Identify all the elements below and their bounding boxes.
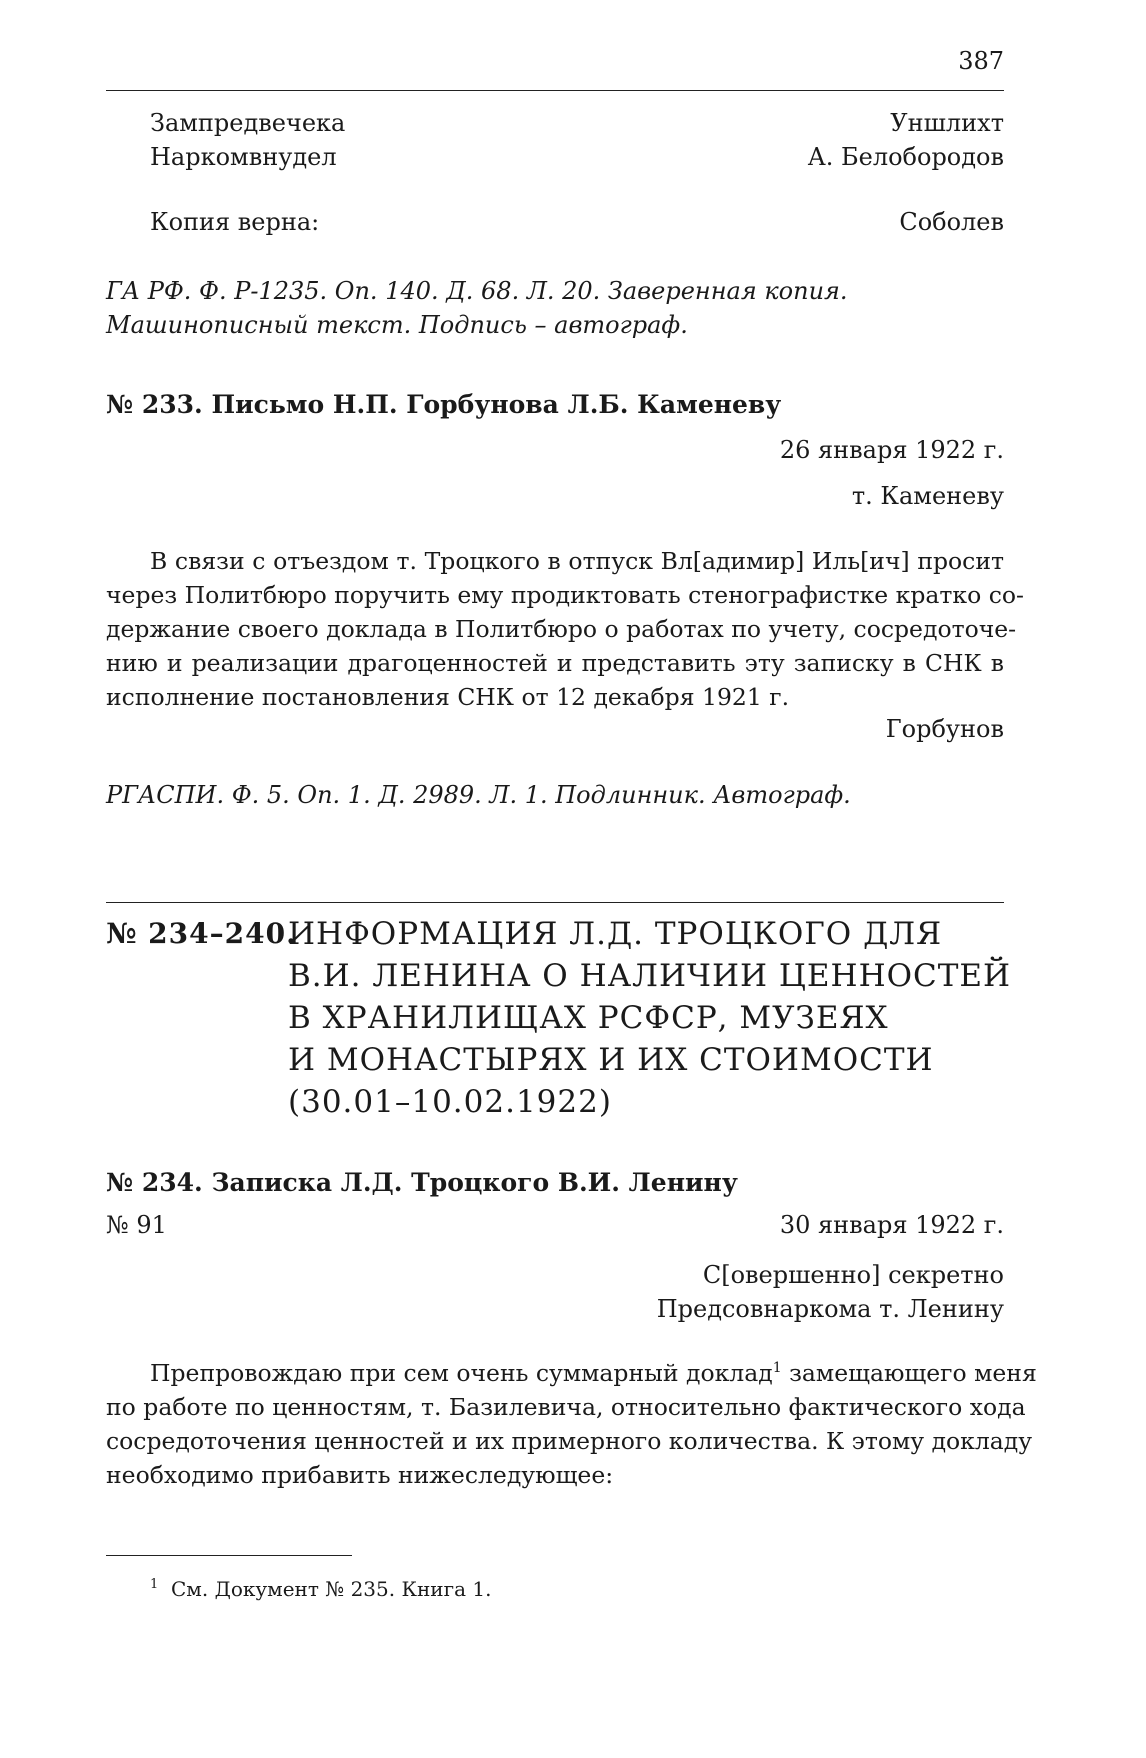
doc233-body-line: через Политбюро поручить ему продиктовать стенографистке кратко со- [106,581,1024,609]
signature-left-line2: Наркомвнудел [150,143,337,171]
section-title-line: И МОНАСТЫРЯХ И ИХ СТОИМОСТИ [288,1042,934,1078]
doc234-heading: № 234. Записка Л.Д. Троцкого В.И. Ленину [106,1168,738,1197]
doc233-body [106,544,1024,714]
archive-source-line1: ГА РФ. Ф. Р-1235. Оп. 140. Д. 68. Л. 20. Заверенная копия. [106,277,848,305]
footnote-reference: 1 [772,1360,782,1376]
doc233-heading: № 233. Письмо Н.П. Горбунова Л.Б. Каменеву [106,390,782,419]
doc234-body-line [106,1356,1037,1390]
doc233-signature: Горбунов [885,715,1004,743]
section-title [288,913,1011,1123]
doc234-ref-number: № 91 [106,1211,167,1239]
section-number: № 234–240. [106,917,297,950]
footnote-rule [106,1555,352,1556]
doc234-body-line: по работе по ценностям, т. Базилевича, относительно фактического хода [106,1393,1026,1421]
doc234-body [106,1356,1037,1492]
doc233-body-line: В связи с отъездом т. Троцкого в отпуск Вл[адимир] Иль[ич] просит [150,547,1004,575]
section-title-line: В.И. ЛЕНИНА О НАЛИЧИИ ЦЕННОСТЕЙ [288,958,1012,994]
doc233-body-line: нию и реализации драгоценностей и представить эту записку в СНК в [106,649,1004,677]
doc234-body-line: сосредоточения ценностей и их примерного количества. К этому докладу [106,1427,1033,1455]
signature-right-line2: А. Белобородов [807,143,1004,171]
copy-verified-name: Соболев [899,208,1004,236]
doc234-body-line1-start: Препровождаю при сем очень суммарный доклад [150,1359,773,1387]
doc233-source: РГАСПИ. Ф. 5. Оп. 1. Д. 2989. Л. 1. Подлинник. Автограф. [106,781,851,809]
doc234-classification: С[овершенно] секретно [702,1261,1004,1289]
doc233-body-line: держание своего доклада в Политбюро о работах по учету, сосредоточе- [106,615,1017,643]
section-title-line: В ХРАНИЛИЩАХ РСФСР, МУЗЕЯХ [288,1000,889,1036]
section-title-line: (30.01–10.02.1922) [288,1084,612,1120]
page-number: 387 [958,47,1004,75]
footnote-text: См. Документ № 235. Книга 1. [171,1577,492,1601]
doc234-date: 30 января 1922 г. [779,1211,1004,1239]
doc234-addressee: Предсовнаркома т. Ленину [656,1295,1004,1323]
doc233-date: 26 января 1922 г. [779,436,1004,464]
header-rule [106,90,1004,91]
section-rule [106,902,1004,903]
doc233-body-line: исполнение постановления СНК от 12 декабря 1921 г. [106,683,790,711]
doc233-addressee: т. Каменеву [851,482,1004,510]
doc234-body-line: необходимо прибавить нижеследующее: [106,1461,614,1489]
signature-right-line1: Уншлихт [890,109,1004,137]
section-title-line: ИНФОРМАЦИЯ Л.Д. ТРОЦКОГО ДЛЯ [288,916,943,952]
archive-source-line2: Машинописный текст. Подпись – автограф. [106,311,688,339]
footnote-mark: 1 [150,1577,159,1592]
signature-left-line1: Зампредвечека [150,109,346,137]
footnote [150,1574,491,1604]
copy-verified-label: Копия верна: [150,208,320,236]
doc234-body-line1-end: замещающего меня [781,1359,1037,1387]
